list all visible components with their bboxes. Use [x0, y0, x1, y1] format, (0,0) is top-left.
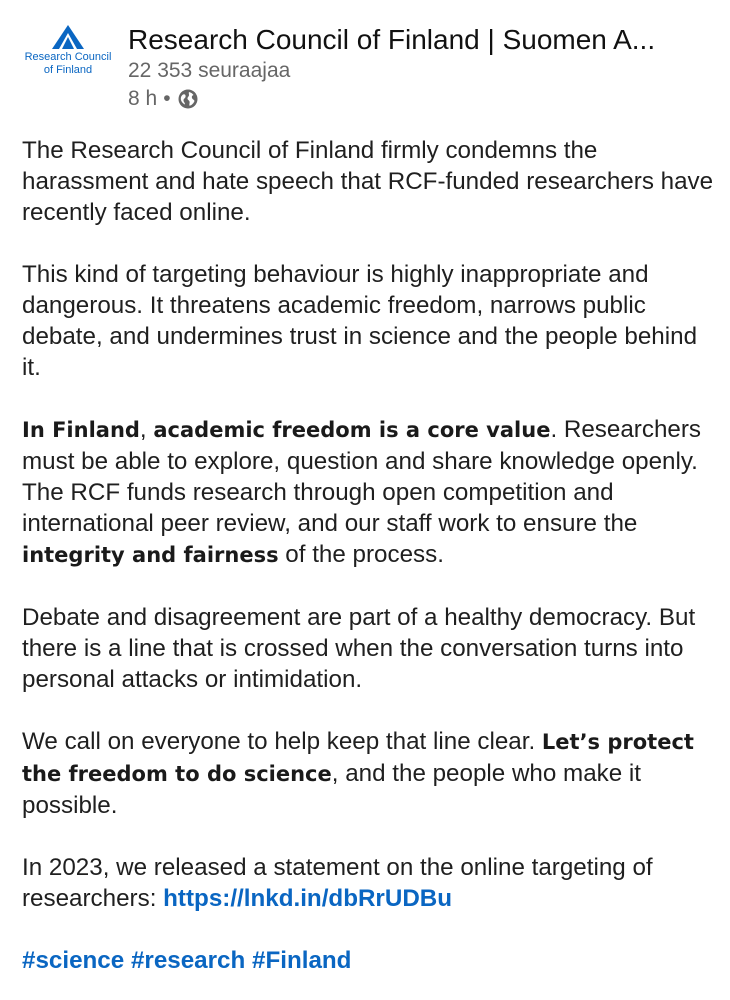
- hashtag-research[interactable]: #research: [130, 947, 246, 974]
- post-body: [22, 135, 718, 976]
- logo-text-line2: of Finland: [43, 64, 93, 76]
- bold-text: Let’s protect the freedom to do science: [22, 730, 694, 786]
- post-paragraph-2: This kind of targeting behaviour is highly inappropriate and dangerous. It threatens academic freedom, narrows public debate, and undermines trust in science and the people behind it.: [22, 261, 698, 381]
- logo-text-line1: Research Council: [24, 51, 112, 63]
- text-span: , and the people who make it possible.: [22, 760, 642, 819]
- text-span: . Researchers must be able to explore, question and share knowledge openly. The RCF funds research through open competition and international peer review, and our staff work to ensure the: [22, 416, 701, 537]
- text-span: In 2023, we released a statement on the online targeting of researchers:: [22, 854, 653, 912]
- post-paragraph-6: [22, 852, 718, 914]
- org-name-link[interactable]: Research Council of Finland | Suomen A...: [128, 24, 656, 55]
- text-span: of the process.: [278, 541, 444, 568]
- post-paragraph-5: [22, 726, 718, 821]
- bold-text: integrity and fairness: [22, 543, 279, 567]
- post-meta: [128, 86, 199, 112]
- hashtag-science[interactable]: #science: [22, 947, 125, 974]
- post-paragraph-3: [22, 414, 718, 571]
- post-header: [0, 0, 730, 120]
- hashtag-finland[interactable]: #Finland: [252, 947, 352, 974]
- bold-text: In Finland: [22, 418, 140, 442]
- bold-text: academic freedom is a core value: [153, 418, 551, 442]
- globe-icon: [177, 88, 199, 110]
- statement-link[interactable]: https://lnkd.in/dbRrUDBu: [163, 885, 453, 912]
- meta-separator: •: [163, 87, 171, 110]
- org-logo[interactable]: [18, 24, 118, 84]
- follower-count: 22 353 seuraajaa: [128, 59, 291, 82]
- text-span: We call on everyone to help keep that line clear.: [22, 728, 542, 755]
- text-span: ,: [139, 416, 154, 443]
- post-time: 8 h: [128, 87, 158, 110]
- triangle-logo-icon: [51, 24, 85, 50]
- post-paragraph-1: The Research Council of Finland firmly condemns the harassment and hate speech that RCF-funded researchers have recently faced online.: [22, 137, 714, 226]
- hashtag-row: [22, 945, 718, 976]
- post-paragraph-4: Debate and disagreement are part of a healthy democracy. But there is a line that is crossed when the conversation turns into personal attacks or intimidation.: [22, 604, 696, 693]
